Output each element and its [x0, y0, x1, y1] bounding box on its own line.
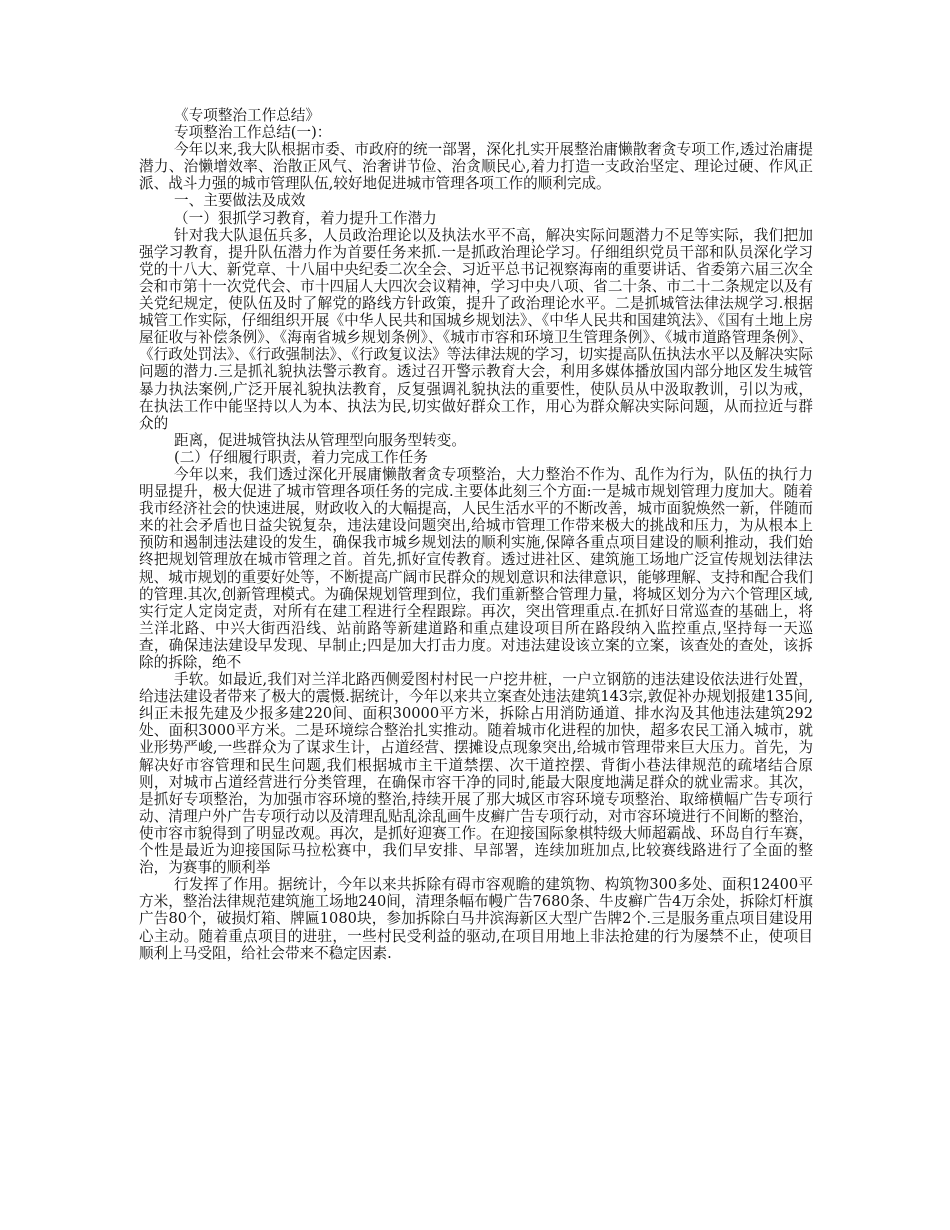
document-body [139, 107, 813, 962]
document-subtitle: 专项整治工作总结(一)： [174, 124, 332, 142]
subsection-heading-2: (二）仔细履行职责，着力完成工作任务 [174, 448, 428, 466]
body-paragraph: 今年以来，我们透过深化开展庸懒散奢贪专项整治，大力整治不作为、乱作为行为，队伍的执行力明显提升，极大促进了城市管理各项任务的完成.主要体此刻三个方面:一是城市规划管理力度加大。随着我市经济社会的快速进展，财政收入的大幅提高，人民生活水平的不断改善，城市面貌焕然一新，伴随而来的社会矛盾也日益尖锐复杂，违法建设问题突出,给城市管理工作带来极大的挑战和压力，为从根本上预防和遏制违法建设的发生，确保我市城乡规划法的顺利实施,保障各重点项目建设的顺利推动，我们始终把规划管理放在城市管理之首。首先,抓好宣传教育。透过进社区、建筑施工场地广泛宣传规划法律法规、城市规划的重要好处等，不断提高广阔市民群众的规划意识和法律意识，能够理解、支持和配合我们的管理.其次,创新管理模式。为确保规划管理到位，我们重新整合管理力量，将城区划分为六个管理区域,实行定人定岗定责，对所有在建工程进行全程跟踪。再次，突出管理重点.在抓好日常巡查的基础上，将兰洋北路、中兴大街西沿线、站前路等新建道路和重点建设项目所在路段纳入监控重点,坚持每一天巡查，确保违法建设早发现、早制止;四是加大打击力度。对违法建设该立案的立案，该查处的查处，该拆除的拆除，绝不 [139, 465, 813, 671]
body-paragraph: 距离，促进城管执法从管理型向服务型转变。 [174, 431, 466, 449]
section-heading: 一、主要做法及成效 [174, 192, 306, 210]
body-paragraph: 行发挥了作用。据统计，今年以来共拆除有碍市容观瞻的建筑物、构筑物300多处、面积12400平方米，整治法律规范建筑施工场地240间，清理条幅布幔广告7680条、牛皮癣广告4万余处，拆除灯杆旗广告80个，破损灯箱、牌匾1080块，参加拆除白马井滨海新区大型广告牌2个.三是服务重点项目建设用心主动。随着重点项目的进驻，一些村民受利益的驱动,在项目用地上非法抢建的行为屡禁不止，使项目顺利上马受阻，给社会带来不稳定因素. [139, 876, 813, 962]
intro-paragraph: 今年以来,我大队根据市委、市政府的统一部署，深化扎实开展整治庸懒散奢贪专项工作,透过治庸提潜力、治懒增效率、治散正风气、治奢讲节俭、治贪顺民心,着力打造一支政治坚定、理论过硬、作风正派、战斗力强的城市管理队伍,较好地促进城市管理各项工作的顺利完成。 [139, 141, 813, 193]
body-paragraph: 针对我大队退伍兵多，人员政治理论以及执法水平不高，解决实际问题潜力不足等实际，我们把加强学习教育，提升队伍潜力作为首要任务来抓.一是抓政治理论学习。仔细组织党员干部和队员深化学习党的十八大、新党章、十八届中央纪委二次全会、习近平总书记视察海南的重要讲话、省委第六届三次全会和市第十一次党代会、市十四届人大四次会议精神，学习中央八项、省二十条、市二十二条规定以及有关党纪规定，使队伍及时了解党的路线方针政策，提升了政治理论水平。二是抓城管法律法规学习.根据城管工作实际，仔细组织开展《中华人民共和国城乡规划法》、《中华人民共和国建筑法》、《国有土地上房屋征收与补偿条例》、《海南省城乡规划条例》、《城市市容和环境卫生管理条例》、《城市道路管理条例》、《行政处罚法》、《行政强制法》、《行政复议法》等法律法规的学习，切实提高队伍执法水平以及解决实际问题的潜力.三是抓礼貌执法警示教育。透过召开警示教育大会，利用多媒体播放国内部分地区发生城管暴力执法案例,广泛开展礼貌执法教育，反复强调礼貌执法的重要性，使队员从中汲取教训，引以为戒，在执法工作中能坚持以人为本、执法为民,切实做好群众工作，用心为群众解决实际问题，从而拉近与群众的 [139, 226, 813, 432]
body-paragraph: 手软。如最近,我们对兰洋北路西侧爱图村村民一户挖井桩，一户立钢筋的违法建设依法进行处置，给违法建设者带来了极大的震慑.据统计，今年以来共立案查处违法建筑143宗,敦促补办规划报建135间,纠正未报先建及少报多建220间、面积30000平方米，拆除占用消防通道、排水沟及其他违法建筑292处、面积3000平方米。二是环境综合整治扎实推动。随着城市化进程的加快，超多农民工涌入城市，就业形势严峻,一些群众为了谋求生计，占道经营、摆摊设点现象突出,给城市管理带来巨大压力。首先，为解决好市容管理和民生问题,我们根据城市主干道禁摆、次干道控摆、背街小巷法律规范的疏堵结合原则，对城市占道经营进行分类管理，在确保市容干净的同时,能最大限度地满足群众的就业需求。其次，是抓好专项整治，为加强市容环境的整治,持续开展了那大城区市容环境专项整治、取缔横幅广告专项行动、清理户外广告专项行动以及清理乱贴乱涂乱画牛皮癣广告专项行动，对市容环境进行不间断的整治，使市容市貌得到了明显改观。再次，是抓好迎赛工作。在迎接国际象棋特级大师超霸战、环岛自行车赛，个性是最近为迎接国际马拉松赛中，我们早安排、早部署，连续加班加点,比较赛线路进行了全面的整治，为赛事的顺利举 [139, 671, 813, 877]
document-title: 《专项整治工作总结》 [174, 107, 320, 124]
subsection-heading-1: （一）狠抓学习教育，着力提升工作潜力 [174, 209, 437, 227]
